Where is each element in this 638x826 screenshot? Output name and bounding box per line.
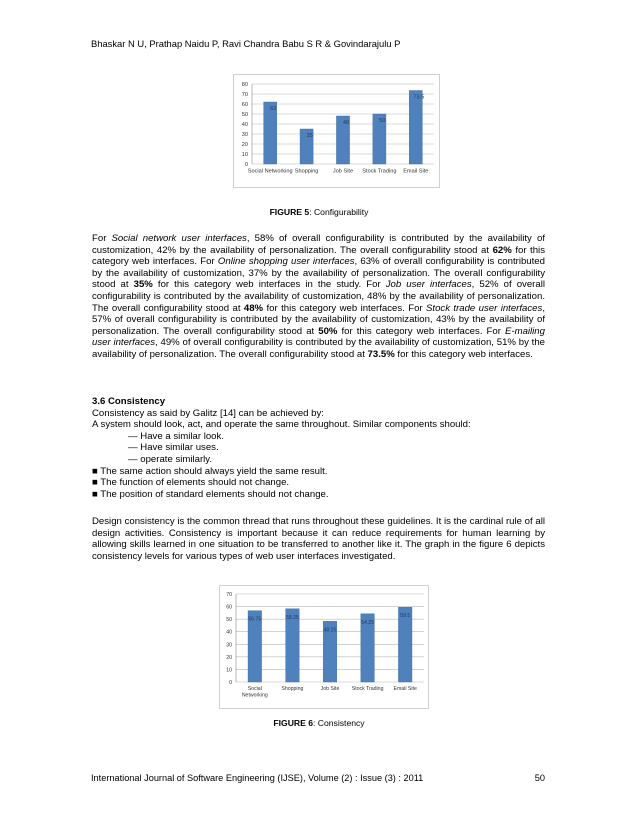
figure-5-svg bbox=[234, 75, 439, 187]
text-run: For bbox=[92, 233, 112, 244]
data-label: 59.5 bbox=[400, 613, 411, 620]
footer-journal: International Journal of Software Engineering (IJSE), Volume (2) : Issue (3) : 2011 bbox=[91, 773, 424, 783]
x-tick-label: Social Networking bbox=[247, 168, 293, 175]
italic-term: E-mailing user interfaces bbox=[92, 325, 545, 349]
y-tick-label: 80 bbox=[241, 82, 248, 88]
data-label: 58.25 bbox=[285, 614, 299, 621]
x-tick-label: Shopping bbox=[294, 168, 319, 175]
text-run: for this category web interfaces in the study. For bbox=[152, 279, 386, 291]
x-tick-label: Job Site bbox=[332, 168, 354, 175]
dash-item: — operate similarly. bbox=[128, 453, 213, 465]
text-run: for this category web interfaces. For bbox=[92, 244, 545, 268]
y-tick-label: 50 bbox=[241, 112, 248, 118]
text-run: , 58% of overall configurability is contributed by the availability of customization, 42% by the availability of personalization. The overall configurability stood at bbox=[92, 233, 545, 256]
x-tick-label: Networking bbox=[241, 692, 268, 699]
page-number: 50 bbox=[534, 773, 545, 783]
bullet-item: ■ The position of standard elements should not change. bbox=[92, 488, 329, 500]
dash-item: — Have similar uses. bbox=[128, 442, 219, 454]
y-tick-label: 10 bbox=[241, 152, 248, 158]
y-tick-label: 70 bbox=[226, 592, 232, 598]
section-intro-2: A system should look, act, and operate the same throughout. Similar components should: bbox=[92, 419, 471, 431]
figure-6-caption-text: : Consistency bbox=[313, 718, 365, 728]
data-label: 35 bbox=[306, 133, 313, 139]
bold-value: 48% bbox=[243, 302, 264, 314]
body-text-configurability bbox=[92, 233, 545, 361]
figure-6-caption-label: FIGURE 6 bbox=[273, 718, 314, 728]
italic-term: Online shopping user interfaces bbox=[217, 256, 355, 268]
data-label: 54.25 bbox=[361, 619, 375, 626]
page-footer bbox=[91, 773, 545, 783]
y-tick-label: 20 bbox=[226, 654, 232, 661]
data-label: 48.25 bbox=[323, 627, 337, 634]
y-tick-label: 60 bbox=[226, 604, 232, 611]
y-tick-label: 30 bbox=[226, 642, 232, 649]
italic-term: Social network user interfaces bbox=[111, 233, 247, 244]
x-tick-label: Stock Trading bbox=[362, 168, 397, 175]
text-run: , 49% of overall configurability is contributed by the availability of customization, 51% by the availability of personalization. The overall configurability stood at bbox=[92, 337, 545, 360]
y-tick-label: 0 bbox=[229, 680, 232, 686]
data-label: 62 bbox=[270, 106, 277, 112]
text-run: , 52% of overall configurability is contributed by the availability of customization, 48% by the availability of personalization. The overall configurability stood at bbox=[92, 279, 545, 314]
y-tick-label: 70 bbox=[241, 92, 248, 98]
x-tick-label: Email Site bbox=[403, 168, 429, 175]
text-run: for this category web interfaces. For bbox=[263, 302, 427, 314]
figure-6-chart bbox=[219, 585, 429, 709]
bullet-item: ■ The function of elements should not change. bbox=[92, 477, 290, 489]
x-tick-label: Social bbox=[247, 686, 262, 693]
x-tick-label: Shopping bbox=[281, 686, 304, 693]
figure-5-caption-label: FIGURE 5 bbox=[269, 207, 310, 217]
consistency-section bbox=[92, 396, 545, 500]
data-label: 73.5 bbox=[413, 94, 425, 101]
y-tick-label: 0 bbox=[244, 162, 248, 168]
x-tick-label: Job Site bbox=[320, 686, 340, 693]
data-label: 56.75 bbox=[248, 616, 262, 623]
y-tick-label: 20 bbox=[241, 142, 248, 148]
x-tick-label: Stock Trading bbox=[351, 686, 384, 693]
body-text-consistency bbox=[92, 516, 545, 562]
text-run: for this category web interfaces. For bbox=[337, 325, 505, 337]
section-intro-1: Consistency as said by Galitz [14] can be achieved by: bbox=[92, 407, 324, 419]
figure-5-caption-text: : Configurability bbox=[309, 207, 369, 217]
section-title: 3.6 Consistency bbox=[92, 396, 166, 407]
italic-term: Stock trade user interfaces bbox=[426, 302, 543, 314]
bold-value: 35% bbox=[133, 279, 153, 291]
y-tick-label: 30 bbox=[241, 132, 248, 138]
y-tick-label: 40 bbox=[226, 629, 232, 636]
y-tick-label: 40 bbox=[241, 122, 248, 128]
data-label: 48 bbox=[342, 120, 350, 126]
dash-item: — Have a similar look. bbox=[128, 430, 224, 442]
y-tick-label: 10 bbox=[226, 667, 232, 674]
figure-5-caption bbox=[0, 207, 638, 217]
figure-5-chart bbox=[233, 74, 440, 188]
data-label: 50 bbox=[379, 118, 386, 124]
consistency-paragraph: Design consistency is the common thread that runs throughout these guidelines. It is the cardinal rule of all design activities. Consistency is important because it can reduce requirements for human learning by allowing skills learned in one situation to be transferred to another like it. The graph in the figure 6 depicts consistency levels for various types of web user interfaces investigated. bbox=[92, 516, 545, 562]
y-tick-label: 60 bbox=[241, 102, 248, 108]
text-run: , 57% of overall configurability is contributed by the availability of customization, 43% by the availability of personalization. The overall configurability stood at bbox=[92, 302, 545, 337]
text-run: , 63% of overall configurability is contributed by the availability of customization, 37% by the availability of personalization. The overall configurability stood at bbox=[92, 256, 545, 291]
italic-term: Job user interfaces bbox=[385, 279, 472, 291]
bold-value: 50% bbox=[318, 325, 338, 337]
configurability-paragraph bbox=[92, 233, 545, 361]
bullet-item: ■ The same action should always yield the same result. bbox=[92, 465, 328, 477]
y-tick-label: 50 bbox=[226, 617, 232, 624]
bold-value: 73.5% bbox=[367, 348, 395, 360]
bar bbox=[409, 91, 425, 165]
x-tick-label: Email Site bbox=[393, 686, 417, 693]
bold-value: 62% bbox=[492, 244, 512, 256]
text-run: for this category web interfaces. bbox=[394, 348, 533, 360]
running-header: Bhaskar N U, Prathap Naidu P, Ravi Chandra Babu S R & Govindarajulu P bbox=[91, 38, 401, 49]
figure-6-svg bbox=[220, 586, 428, 708]
figure-6-caption bbox=[0, 718, 638, 728]
